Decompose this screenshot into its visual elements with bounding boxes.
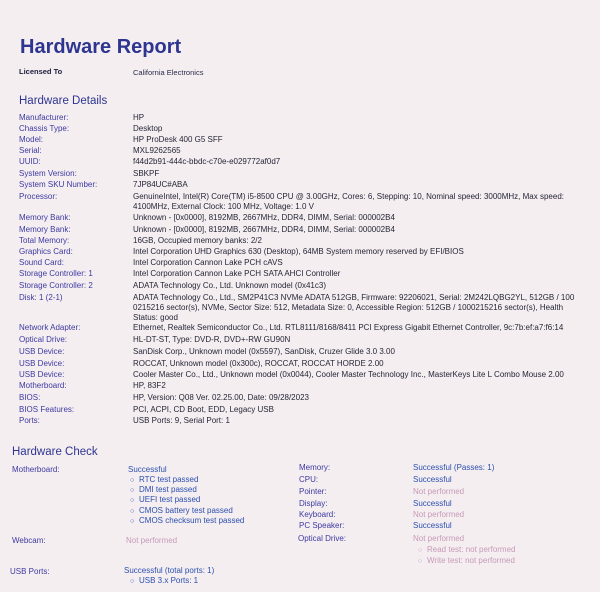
detail-label: Manufacturer:	[19, 113, 69, 122]
detail-value: SanDisk Corp., Unknown model (0x5597), SanDisk, Cruzer Glide 3.0 3.00	[133, 347, 395, 356]
check-webcam-label: Webcam:	[12, 536, 46, 545]
detail-value: Cooler Master Co., Ltd., Unknown model (0x0044), Cooler Master Technology Inc., MasterKeys Lite L Combo Mouse 2.00	[133, 370, 564, 379]
detail-value: HP, 83F2	[133, 381, 166, 390]
optical-test-item: ○ Write test: not performed	[418, 556, 515, 565]
hardware-check-heading: Hardware Check	[12, 446, 98, 458]
bullet-icon: ○	[130, 487, 135, 494]
detail-value: MXL9262565	[133, 146, 181, 155]
check-optical-label: Optical Drive:	[298, 534, 347, 543]
detail-value: Desktop	[133, 124, 163, 133]
detail-label: UUID:	[19, 157, 41, 166]
motherboard-test-item: ○ CMOS checksum test passed	[130, 516, 245, 525]
motherboard-test-item: ○ CMOS battery test passed	[130, 506, 233, 515]
check-right-label: Keyboard:	[299, 510, 336, 519]
bullet-icon: ○	[418, 558, 423, 565]
detail-label: Model:	[19, 135, 44, 144]
detail-value: Intel Corporation Cannon Lake PCH SATA AHCI Controller	[133, 269, 341, 278]
check-right-label: CPU:	[299, 475, 319, 484]
optical-test-item: ○ Read test: not performed	[418, 545, 516, 554]
check-optical-status: Not performed	[413, 534, 465, 543]
detail-label: Storage Controller: 2	[19, 281, 93, 290]
detail-value: HP	[133, 113, 145, 122]
bullet-icon: ○	[418, 547, 423, 554]
detail-label: Motherboard:	[19, 381, 67, 390]
check-right-status: Successful	[413, 499, 452, 508]
detail-value: Ethernet, Realtek Semiconductor Co., Ltd. RTL8111/8168/8411 PCI Express Gigabit Ethernet Controller, 9c:7b:ef:a7:f6:14	[133, 323, 564, 332]
check-right-status: Not performed	[413, 487, 465, 496]
check-motherboard-status: Successful	[128, 465, 167, 474]
detail-label: Optical Drive:	[19, 335, 68, 344]
check-right-label: Display:	[299, 499, 328, 508]
detail-label: Chassis Type:	[19, 124, 70, 133]
bullet-icon: ○	[130, 518, 135, 525]
detail-value: Unknown - [0x0000], 8192MB, 2667MHz, DDR4, DIMM, Serial: 000002B4	[133, 213, 395, 222]
page-title: Hardware Report	[20, 36, 182, 58]
motherboard-test-item: ○ UEFI test passed	[130, 495, 201, 504]
detail-label: Network Adapter:	[19, 323, 81, 332]
bullet-icon: ○	[130, 578, 135, 585]
detail-label: Ports:	[19, 416, 40, 425]
detail-label: Sound Card:	[19, 258, 64, 267]
detail-label: Storage Controller: 1	[19, 269, 93, 278]
check-right-status: Successful (Passes: 1)	[413, 463, 495, 472]
detail-label: USB Device:	[19, 359, 65, 368]
detail-value: PCI, ACPI, CD Boot, EDD, Legacy USB	[133, 405, 274, 414]
motherboard-test-item: ○ RTC test passed	[130, 475, 199, 484]
check-right-label: PC Speaker:	[299, 521, 345, 530]
check-right-status: Not performed	[413, 510, 465, 519]
detail-label: System SKU Number:	[19, 180, 98, 189]
check-right-status: Successful	[413, 475, 452, 484]
check-motherboard-label: Motherboard:	[12, 465, 60, 474]
detail-value: 16GB, Occupied memory banks: 2/2	[133, 236, 262, 245]
detail-value: ADATA Technology Co., Ltd. Unknown model (0x41c3)	[133, 281, 326, 290]
detail-value: HP, Version: Q08 Ver. 02.25.00, Date: 09/28/2023	[133, 393, 309, 402]
detail-label: BIOS:	[19, 393, 41, 402]
bullet-icon: ○	[130, 497, 135, 504]
detail-label: Disk: 1 (2-1)	[19, 293, 63, 302]
detail-value: Unknown - [0x0000], 8192MB, 2667MHz, DDR4, DIMM, Serial: 000002B4	[133, 225, 395, 234]
check-right-status: Successful	[413, 521, 452, 530]
licensed-to-value: California Electronics	[133, 68, 204, 77]
bullet-icon: ○	[130, 508, 135, 515]
detail-label: System Version:	[19, 169, 77, 178]
bullet-icon: ○	[130, 477, 135, 484]
detail-label: Processor:	[19, 192, 58, 201]
detail-label: USB Device:	[19, 347, 65, 356]
check-right-label: Pointer:	[299, 487, 327, 496]
detail-value: f44d2b91-444c-bbdc-c70e-e029772af0d7	[133, 157, 281, 166]
detail-value: Intel Corporation UHD Graphics 630 (Desktop), 64MB System memory reserved by EFI/BIOS	[133, 247, 464, 256]
detail-value: HP ProDesk 400 G5 SFF	[133, 135, 223, 144]
licensed-to-label: Licensed To	[19, 67, 63, 76]
detail-label: BIOS Features:	[19, 405, 75, 414]
check-usb-ports-status: Successful (total ports: 1)	[124, 566, 215, 575]
motherboard-test-item: ○ DMI test passed	[130, 485, 197, 494]
usb-ports-sub-item: ○ USB 3.x Ports: 1	[130, 576, 199, 585]
check-usb-ports-label: USB Ports:	[10, 567, 50, 576]
check-webcam-status: Not performed	[126, 536, 178, 545]
detail-value: SBKPF	[133, 169, 160, 178]
detail-label: USB Device:	[19, 370, 65, 379]
detail-value: GenuineIntel, Intel(R) Core(TM) i5-8500 CPU @ 3.00GHz, Cores: 6, Stepping: 10, Nominal speed: 3000MHz, Max speed: 4100MHz, External Clock: 100 MHz, Voltage: 1.0 V	[133, 192, 564, 211]
detail-value: ROCCAT, Unknown model (0x300c), ROCCAT, ROCCAT HORDE 2.00	[133, 359, 384, 368]
detail-value: USB Ports: 9, Serial Port: 1	[133, 416, 230, 425]
detail-label: Memory Bank:	[19, 213, 71, 222]
detail-label: Total Memory:	[19, 236, 70, 245]
check-right-label: Memory:	[299, 463, 331, 472]
detail-label: Memory Bank:	[19, 225, 71, 234]
detail-value: HL-DT-ST, Type: DVD-R, DVD+-RW GU90N	[133, 335, 291, 344]
detail-label: Graphics Card:	[19, 247, 73, 256]
detail-value: ADATA Technology Co., Ltd., SM2P41C3 NVMe ADATA 512GB, Firmware: 92206021, Serial: 2M242LQBG2YL, 512GB / 100 0215216 sector(s), NVMe, Sector Size: 512, Metadata Size: 0, Accessible Region: 512GB / 1000215216 sector(s), Health Status: good	[133, 293, 575, 322]
detail-label: Serial:	[19, 146, 42, 155]
detail-value: Intel Corporation Cannon Lake PCH cAVS	[133, 258, 283, 267]
detail-value: 7JP84UC#ABA	[133, 180, 188, 189]
hardware-details-heading: Hardware Details	[19, 95, 108, 107]
